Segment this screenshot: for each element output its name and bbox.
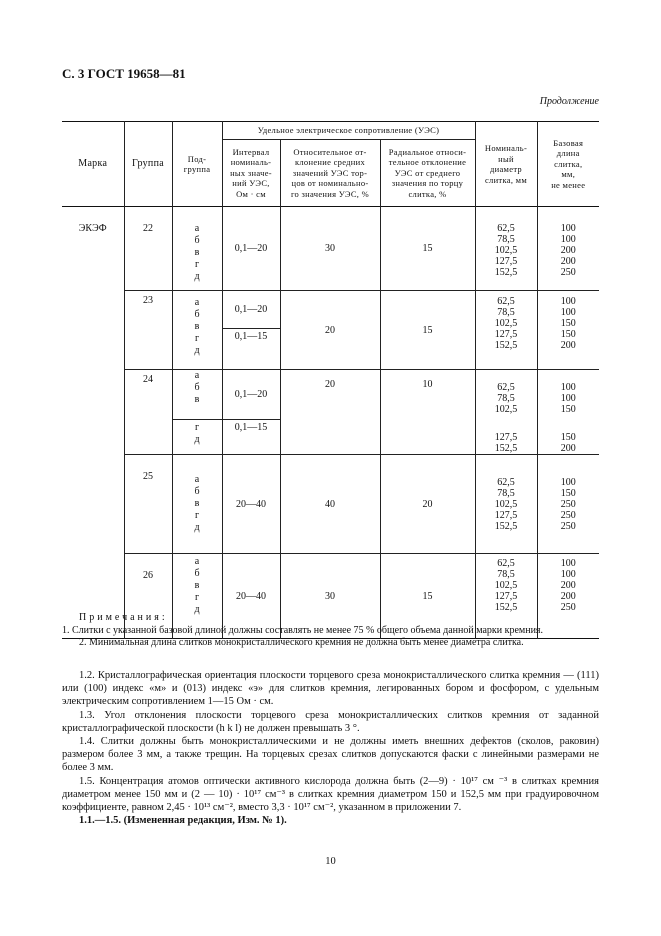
group-24: 24 xyxy=(124,370,172,455)
subgroups-22: а б в г д xyxy=(172,207,222,291)
col-length: Базовая длина слитка, мм, не менее xyxy=(537,122,599,207)
paragraph-1-5: 1.5. Концентрация атомов оптически активного кислорода должна быть (2—9) · 10¹⁷ см ⁻³ в слитках кремния диаметром менее 150 мм и (2 — 10) · 10¹⁷ см⁻³ в слитках кремния диаметром 150 и 152,5 мм при градуировочном коэффициенте, равном 2,45 · 10¹³ см⁻², вместо 3,3 · 10¹⁷ см⁻², указанном в приложении 7. xyxy=(62,775,599,813)
table-notes xyxy=(62,612,599,650)
subgroups-25: а б в г д xyxy=(172,455,222,554)
col-rel-dev: Относительное от- клонение средних значений УЭС тор- цов от номинально- го значения УЭС, % xyxy=(280,140,380,207)
rad-dev-26: 15 xyxy=(380,554,475,639)
interval-24a: 0,1—20 xyxy=(222,370,280,420)
col-ues-group: Удельное электрическое сопротивление (УЭС) xyxy=(222,122,475,140)
diameters-25: 62,5 78,5 102,5 127,5 152,5 xyxy=(475,455,537,554)
diameters-22: 62,5 78,5 102,5 127,5 152,5 xyxy=(475,207,537,291)
interval-24b: 0,1—15 xyxy=(222,420,280,455)
col-group: Группа xyxy=(124,122,172,207)
rel-dev-25: 40 xyxy=(280,455,380,554)
subgroups-24b: г д xyxy=(172,420,222,455)
group-26: 26 xyxy=(124,554,172,639)
col-subgroup: Под- группа xyxy=(172,122,222,207)
note-2: 2. Минимальная длина слитков монокристаллического кремния не должна быть менее диаметра слитка. xyxy=(79,637,524,648)
subgroups-26: а б в г д xyxy=(172,554,222,639)
group-25: 25 xyxy=(124,455,172,554)
subgroups-23: а б в г д xyxy=(172,291,222,370)
notes-title: Примечания: xyxy=(79,612,168,623)
interval-23b: 0,1—15 xyxy=(222,329,280,370)
diameters-24: 62,5 78,5 102,5 127,5 152,5 xyxy=(475,370,537,455)
paragraph-1-3: 1.3. Угол отклонения плоскости торцевого среза монокристаллических слитков кремния от заданной кристаллографической плоскости (h k l) не должен превышать 3 °. xyxy=(62,709,599,734)
rel-dev-22: 30 xyxy=(280,207,380,291)
rad-dev-24: 10 xyxy=(380,370,475,455)
interval-25: 20—40 xyxy=(222,455,280,554)
rad-dev-25: 20 xyxy=(380,455,475,554)
body-text xyxy=(62,669,599,827)
diameters-26: 62,5 78,5 102,5 127,5 152,5 xyxy=(475,554,537,639)
interval-22: 0,1—20 xyxy=(222,207,280,291)
paragraph-1-2: 1.2. Кристаллографическая ориентация плоскости торцевого среза монокристаллического слитка кремния — (111) или (100) индекс «м» и (013) индекс «э» для слитков кремния, легированных бором и фосфором, с удельным электрическим сопротивлением 1—15 Ом · см. xyxy=(62,670,599,707)
continuation-label: Продолжение xyxy=(539,96,599,107)
interval-23a: 0,1—20 xyxy=(222,291,280,329)
group-22: 22 xyxy=(124,207,172,291)
paragraph-1-4: 1.4. Слитки должны быть монокристаллическими и не должны иметь внешних дефектов (сколов, раковин) размером более 3 мм, а также трещин. На торцевых срезах слитков допускаются фаски с линейными размерами не более 3 мм. xyxy=(62,736,599,773)
interval-26: 20—40 xyxy=(222,554,280,639)
col-diameter: Номиналь- ный диаметр слитка, мм xyxy=(475,122,537,207)
rel-dev-23: 20 xyxy=(280,291,380,370)
note-1: 1. Слитки с указанной базовой длиной должны составлять не менее 75 % общего объема данной марки кремния. xyxy=(62,624,544,636)
specification-table xyxy=(62,121,599,639)
page-header: С. 3 ГОСТ 19658—81 xyxy=(62,66,186,81)
subgroups-24a: а б в xyxy=(172,370,222,420)
paragraph-amendment: 1.1.—1.5. (Измененная редакция, Изм. № 1). xyxy=(79,815,287,826)
lengths-23: 100 100 150 150 200 xyxy=(537,291,599,370)
group-23: 23 xyxy=(124,291,172,370)
rad-dev-22: 15 xyxy=(380,207,475,291)
rel-dev-24: 20 xyxy=(280,370,380,455)
lengths-22: 100 100 200 200 250 xyxy=(537,207,599,291)
page-number: 10 xyxy=(325,856,336,867)
rel-dev-26: 30 xyxy=(280,554,380,639)
mark-value: ЭКЭФ xyxy=(78,223,107,234)
lengths-26: 100 100 200 200 250 xyxy=(537,554,599,639)
col-interval: Интервал номиналь- ных значе- ний УЭС, Ом · см xyxy=(222,140,280,207)
col-rad-dev: Радиальное относи- тельное отклонение УЭС от среднего значения по торцу слитка, % xyxy=(380,140,475,207)
lengths-25: 100 150 250 250 250 xyxy=(537,455,599,554)
diameters-23: 62,5 78,5 102,5 127,5 152,5 xyxy=(475,291,537,370)
col-mark: Марка xyxy=(78,157,108,169)
rad-dev-23: 15 xyxy=(380,291,475,370)
lengths-24: 100 100 150 150 200 xyxy=(537,370,599,455)
